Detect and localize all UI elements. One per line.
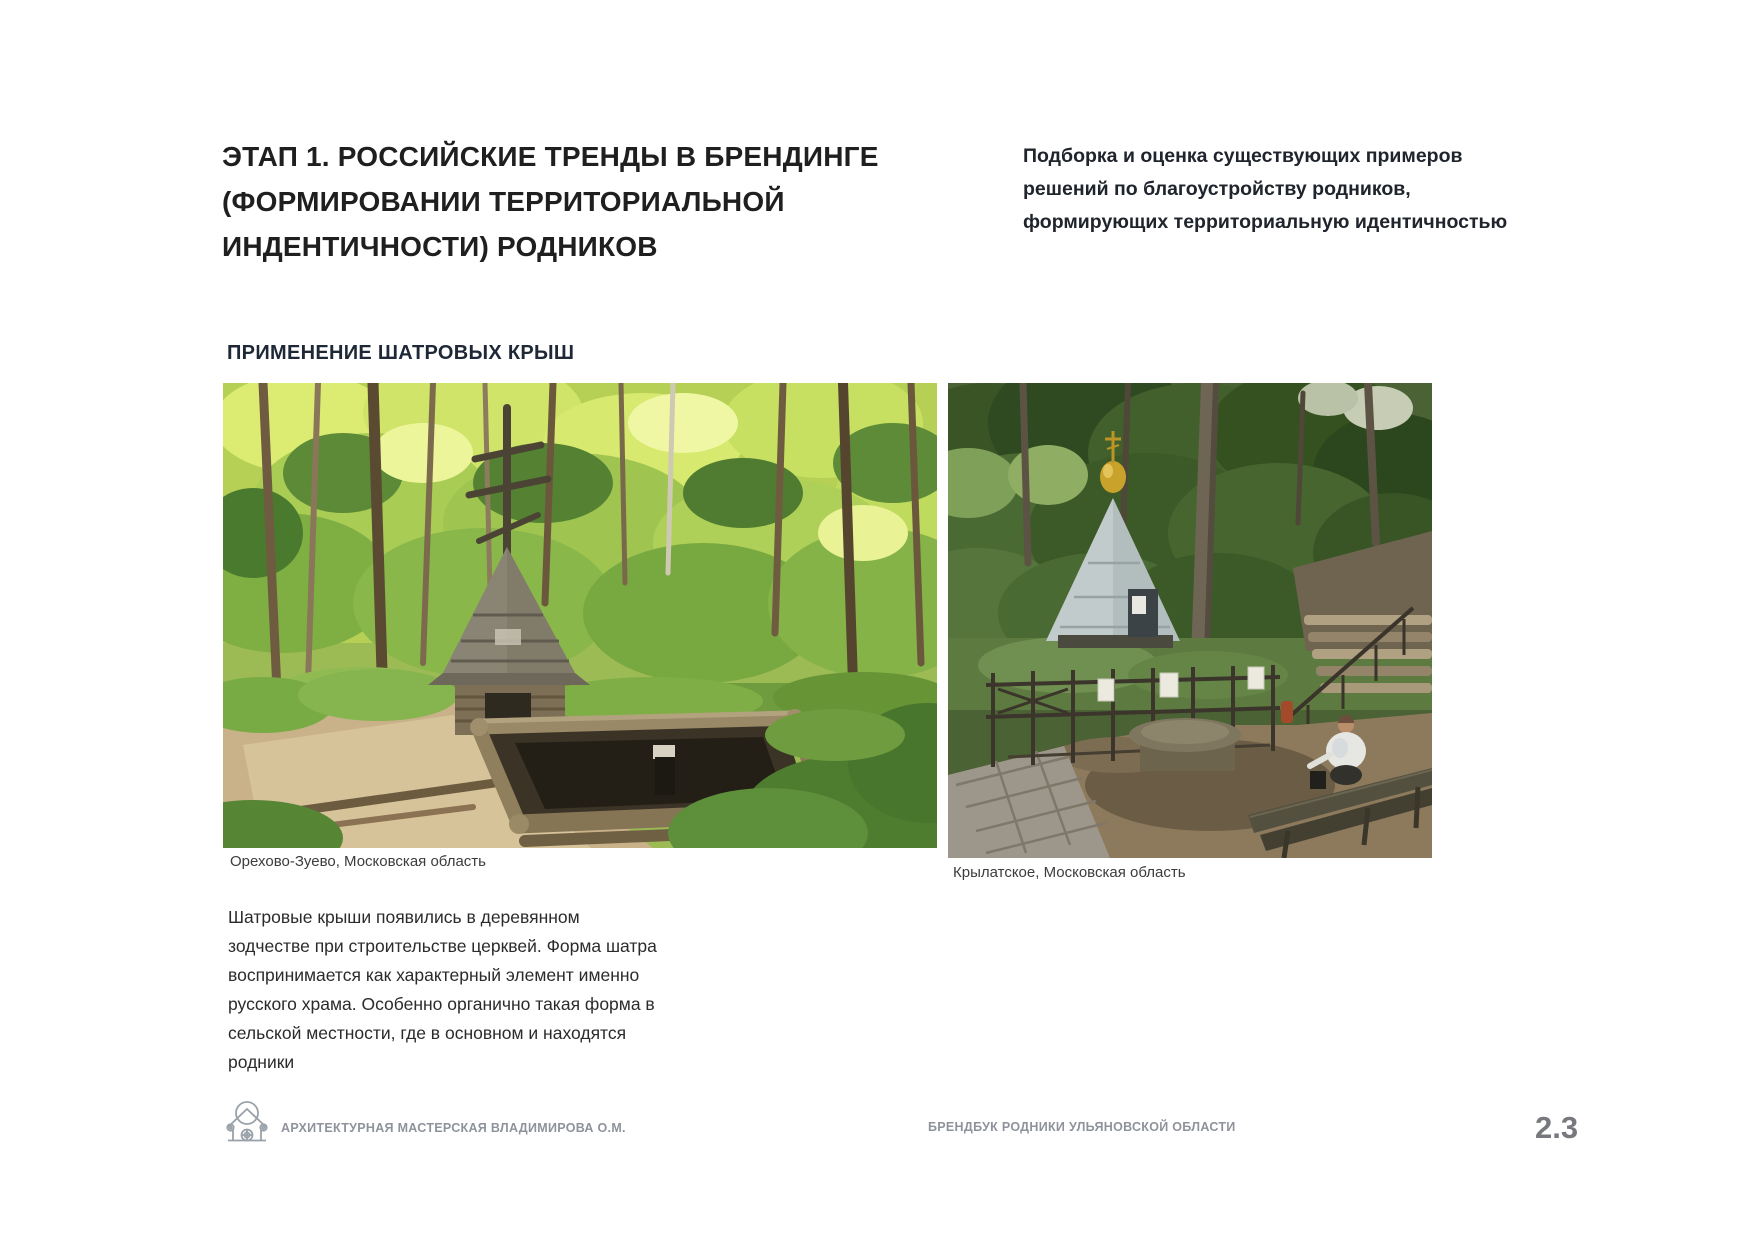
footer-studio-name: АРХИТЕКТУРНАЯ МАСТЕРСКАЯ ВЛАДИМИРОВА О.М.	[281, 1121, 626, 1135]
body-paragraph	[228, 903, 748, 1077]
body-line-4: русского храма. Особенно органично такая форма в	[228, 994, 655, 1014]
photo-orekhovo-zuevo	[223, 383, 937, 848]
photo-caption-krylatskoye: Крылатское, Московская область	[953, 864, 1186, 881]
intro-line-3: формирующих территориальную идентичностью	[1023, 211, 1508, 233]
body-line-6: родники	[228, 1052, 295, 1072]
intro-line-2: решений по благоустройству родников,	[1023, 178, 1411, 200]
section-heading: ПРИМЕНЕНИЕ ШАТРОВЫХ КРЫШ	[227, 342, 575, 364]
page-title-line-2: (ФОРМИРОВАНИИ ТЕРРИТОРИАЛЬНОЙ	[222, 186, 785, 217]
intro-text	[1023, 140, 1563, 239]
page-title-line-1: ЭТАП 1. РОССИЙСКИЕ ТРЕНДЫ В БРЕНДИНГЕ	[222, 141, 879, 172]
body-line-5: сельской местности, где в основном и находятся	[228, 1023, 627, 1043]
photo-krylatskoye	[948, 383, 1432, 858]
body-line-1: Шатровые крыши появились в деревянном	[228, 907, 580, 927]
intro-line-1: Подборка и оценка существующих примеров	[1023, 145, 1463, 167]
house-sun-logo-icon	[223, 1096, 271, 1143]
forest-spring-log-well-tent-roof-photo	[223, 383, 937, 848]
footer-brandbook-title: БРЕНДБУК РОДНИКИ УЛЬЯНОВСКОЙ ОБЛАСТИ	[928, 1120, 1236, 1134]
page-number: 2.3	[1535, 1110, 1579, 1145]
body-line-2: зодчестве при строительстве церквей. Форма шатра	[228, 936, 657, 956]
forest-spring-chapel-golden-dome-railing-photo	[948, 383, 1432, 858]
body-line-3: воспринимается как характерный элемент именно	[228, 965, 640, 985]
page-title	[222, 134, 982, 269]
page-title-line-3: ИНДЕНТИЧНОСТИ) РОДНИКОВ	[222, 231, 658, 262]
photo-caption-orekhovo: Орехово-Зуево, Московская область	[230, 853, 486, 870]
